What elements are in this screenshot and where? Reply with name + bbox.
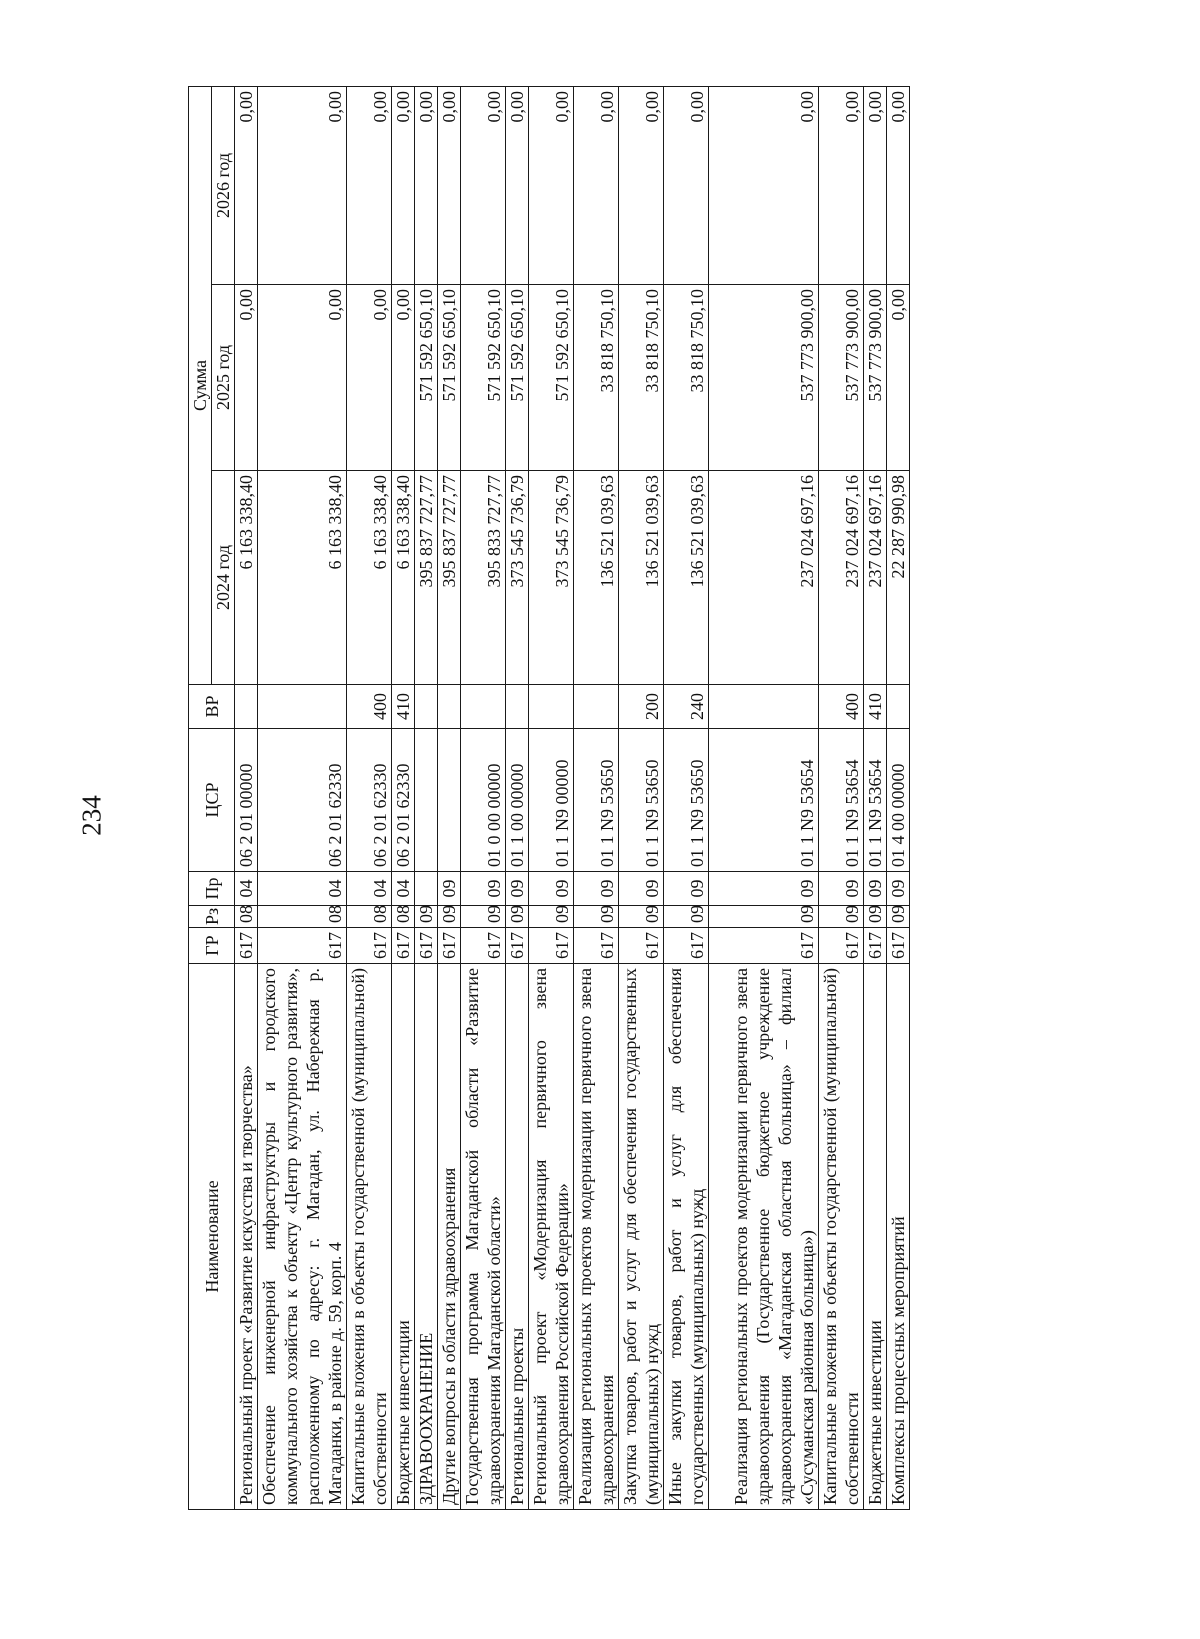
cell-vr — [506, 685, 529, 729]
cell-csr: 06 2 01 62330 — [392, 729, 415, 872]
cell-vr — [887, 685, 910, 729]
cell-name: Другие вопросы в области здравоохранения — [438, 964, 461, 1510]
table-row — [529, 87, 574, 1510]
cell-csr: 01 1 N9 53650 — [664, 729, 709, 872]
table-row — [574, 87, 619, 1510]
cell-rz: 09 — [461, 906, 506, 928]
header-name: Наименование — [189, 964, 235, 1510]
table-row — [819, 87, 864, 1510]
cell-name: Обеспечение инженерной инфраструктуры и городского коммунального хозяйства к объекту «Центр культурного развития», расположенному по адресу: г. Магадан, ул. Набережная р. Магаданки, в районе д. 59, корп. 4 — [258, 964, 347, 1510]
cell-name: Комплексы процессных мероприятий — [887, 964, 910, 1510]
cell-2026: 0,00 — [438, 87, 461, 285]
cell-2025: 537 773 900,00 — [864, 285, 887, 471]
cell-rz: 08 — [347, 906, 392, 928]
cell-name: Иные закупки товаров, работ и услуг для обеспечения государственных (муниципальных) нужд — [664, 964, 709, 1510]
cell-rz: 09 — [887, 906, 910, 928]
cell-name: Государственная программа Магаданской области «Развитие здравоохранения Магаданской области» — [461, 964, 506, 1510]
cell-2024: 373 545 736,79 — [506, 471, 529, 685]
cell-name: Закупка товаров, работ и услуг для обеспечения государственных (муниципальных) нужд — [619, 964, 664, 1510]
cell-2026: 0,00 — [529, 87, 574, 285]
cell-gr: 617 — [415, 928, 438, 964]
cell-2026: 0,00 — [664, 87, 709, 285]
header-2026: 2026 год — [212, 87, 235, 285]
table-row — [664, 87, 709, 1510]
page-number: 234 — [76, 795, 107, 836]
cell-name: Капитальные вложения в объекты государственной (муниципальной) собственности — [347, 964, 392, 1510]
cell-vr: 240 — [664, 685, 709, 729]
cell-name: ЗДРАВООХРАНЕНИЕ — [415, 964, 438, 1510]
cell-2024: 6 163 338,40 — [392, 471, 415, 685]
cell-vr: 400 — [347, 685, 392, 729]
cell-2024: 395 837 727,77 — [438, 471, 461, 685]
table-row — [415, 87, 438, 1510]
cell-2026: 0,00 — [864, 87, 887, 285]
cell-pr: 09 — [529, 872, 574, 906]
cell-csr: 06 2 01 62330 — [258, 729, 347, 872]
table-row — [619, 87, 664, 1510]
table-row — [392, 87, 415, 1510]
header-pr: Пр — [189, 872, 235, 906]
cell-2025: 0,00 — [347, 285, 392, 471]
cell-2024: 395 833 727,77 — [461, 471, 506, 685]
cell-pr: 09 — [819, 872, 864, 906]
cell-2024: 6 163 338,40 — [258, 471, 347, 685]
cell-2024: 6 163 338,40 — [235, 471, 258, 685]
cell-rz: 08 — [392, 906, 415, 928]
cell-vr — [235, 685, 258, 729]
cell-csr: 01 1 N9 53654 — [709, 729, 819, 872]
cell-2026: 0,00 — [415, 87, 438, 285]
cell-2024: 237 024 697,16 — [709, 471, 819, 685]
cell-2026: 0,00 — [574, 87, 619, 285]
cell-2026: 0,00 — [392, 87, 415, 285]
table-row — [864, 87, 887, 1510]
cell-vr: 200 — [619, 685, 664, 729]
cell-rz: 09 — [709, 906, 819, 928]
cell-gr: 617 — [574, 928, 619, 964]
cell-gr: 617 — [819, 928, 864, 964]
table-row — [461, 87, 506, 1510]
cell-name: Бюджетные инвестиции — [392, 964, 415, 1510]
cell-2025: 571 592 650,10 — [415, 285, 438, 471]
cell-gr: 617 — [461, 928, 506, 964]
cell-2025: 0,00 — [235, 285, 258, 471]
cell-gr: 617 — [235, 928, 258, 964]
cell-csr: 06 2 01 00000 — [235, 729, 258, 872]
cell-2026: 0,00 — [887, 87, 910, 285]
cell-rz: 08 — [258, 906, 347, 928]
cell-2026: 0,00 — [506, 87, 529, 285]
cell-2025: 571 592 650,10 — [461, 285, 506, 471]
table-row — [235, 87, 258, 1510]
cell-csr: 06 2 01 62330 — [347, 729, 392, 872]
cell-name: Реализация региональных проектов модернизации первичного звена здравоохранения — [574, 964, 619, 1510]
cell-2024: 395 837 727,77 — [415, 471, 438, 685]
cell-gr: 617 — [864, 928, 887, 964]
cell-rz: 09 — [415, 906, 438, 928]
cell-rz: 09 — [619, 906, 664, 928]
cell-2026: 0,00 — [619, 87, 664, 285]
cell-gr: 617 — [258, 928, 347, 964]
cell-rz: 09 — [664, 906, 709, 928]
cell-vr — [258, 685, 347, 729]
table-row — [506, 87, 529, 1510]
cell-2025: 537 773 900,00 — [709, 285, 819, 471]
cell-pr: 04 — [235, 872, 258, 906]
cell-pr: 04 — [347, 872, 392, 906]
cell-2025: 0,00 — [258, 285, 347, 471]
header-csr: ЦСР — [189, 729, 235, 872]
cell-name: Реализация региональных проектов модернизации первичного звена здравоохранения (Государственное бюджетное учреждение здравоохранения «Магаданская областная больница» – филиал «Сусуманская районная больница») — [709, 964, 819, 1510]
cell-2024: 373 545 736,79 — [529, 471, 574, 685]
cell-name: Капитальные вложения в объекты государственной (муниципальной) собственности — [819, 964, 864, 1510]
cell-csr: 01 1 N9 53650 — [619, 729, 664, 872]
cell-pr: 09 — [461, 872, 506, 906]
rotated-table-container — [188, 87, 1058, 1510]
cell-csr — [438, 729, 461, 872]
cell-pr: 04 — [392, 872, 415, 906]
header-vr: ВР — [189, 685, 235, 729]
cell-2025: 33 818 750,10 — [619, 285, 664, 471]
cell-csr: 01 1 N9 53654 — [864, 729, 887, 872]
cell-name: Региональный проект «Модернизация первичного звена здравоохранения Российской Федерации» — [529, 964, 574, 1510]
cell-2024: 136 521 039,63 — [664, 471, 709, 685]
cell-rz: 08 — [235, 906, 258, 928]
cell-2026: 0,00 — [819, 87, 864, 285]
table-row — [709, 87, 819, 1510]
cell-2026: 0,00 — [461, 87, 506, 285]
cell-vr — [461, 685, 506, 729]
cell-2025: 0,00 — [392, 285, 415, 471]
cell-rz: 09 — [574, 906, 619, 928]
cell-rz: 09 — [529, 906, 574, 928]
cell-gr: 617 — [529, 928, 574, 964]
cell-vr: 410 — [864, 685, 887, 729]
cell-vr: 410 — [392, 685, 415, 729]
cell-2024: 22 287 990,98 — [887, 471, 910, 685]
cell-vr — [438, 685, 461, 729]
cell-2024: 136 521 039,63 — [574, 471, 619, 685]
cell-name: Региональные проекты — [506, 964, 529, 1510]
cell-gr: 617 — [664, 928, 709, 964]
cell-gr: 617 — [347, 928, 392, 964]
cell-gr: 617 — [506, 928, 529, 964]
cell-csr: 01 1 00 00000 — [506, 729, 529, 872]
cell-csr: 01 1 N9 00000 — [529, 729, 574, 872]
budget-table — [188, 86, 910, 1510]
cell-2025: 571 592 650,10 — [529, 285, 574, 471]
header-sum: Сумма — [189, 87, 212, 685]
cell-pr: 04 — [258, 872, 347, 906]
cell-2025: 571 592 650,10 — [438, 285, 461, 471]
cell-2026: 0,00 — [235, 87, 258, 285]
cell-gr: 617 — [619, 928, 664, 964]
cell-vr — [529, 685, 574, 729]
cell-rz: 09 — [438, 906, 461, 928]
cell-vr: 400 — [819, 685, 864, 729]
header-rz: Рз — [189, 906, 235, 928]
cell-pr: 09 — [709, 872, 819, 906]
table-row — [438, 87, 461, 1510]
cell-pr: 09 — [864, 872, 887, 906]
cell-pr: 09 — [887, 872, 910, 906]
cell-pr: 09 — [438, 872, 461, 906]
cell-2024: 237 024 697,16 — [864, 471, 887, 685]
cell-name: Региональный проект «Развитие искусства и творчества» — [235, 964, 258, 1510]
header-2024: 2024 год — [212, 471, 235, 685]
header-gr: ГР — [189, 928, 235, 964]
cell-csr — [415, 729, 438, 872]
cell-rz: 09 — [506, 906, 529, 928]
cell-csr: 01 1 N9 53654 — [819, 729, 864, 872]
cell-vr — [709, 685, 819, 729]
cell-gr: 617 — [392, 928, 415, 964]
cell-pr: 09 — [574, 872, 619, 906]
cell-2024: 237 024 697,16 — [819, 471, 864, 685]
table-row — [347, 87, 392, 1510]
cell-2025: 33 818 750,10 — [664, 285, 709, 471]
cell-name: Бюджетные инвестиции — [864, 964, 887, 1510]
cell-vr — [415, 685, 438, 729]
cell-rz: 09 — [819, 906, 864, 928]
cell-pr: 09 — [664, 872, 709, 906]
cell-2024: 136 521 039,63 — [619, 471, 664, 685]
cell-csr: 01 1 N9 53650 — [574, 729, 619, 872]
cell-gr: 617 — [438, 928, 461, 964]
cell-2025: 537 773 900,00 — [819, 285, 864, 471]
cell-2026: 0,00 — [347, 87, 392, 285]
cell-vr — [574, 685, 619, 729]
cell-gr: 617 — [887, 928, 910, 964]
cell-csr: 01 4 00 00000 — [887, 729, 910, 872]
cell-rz: 09 — [864, 906, 887, 928]
cell-pr: 09 — [619, 872, 664, 906]
table-row — [258, 87, 347, 1510]
table-row — [887, 87, 910, 1510]
cell-2024: 6 163 338,40 — [347, 471, 392, 685]
cell-2025: 33 818 750,10 — [574, 285, 619, 471]
cell-csr: 01 0 00 00000 — [461, 729, 506, 872]
cell-pr: 09 — [506, 872, 529, 906]
header-2025: 2025 год — [212, 285, 235, 471]
cell-gr: 617 — [709, 928, 819, 964]
cell-2025: 571 592 650,10 — [506, 285, 529, 471]
cell-pr — [415, 872, 438, 906]
cell-2026: 0,00 — [709, 87, 819, 285]
cell-2025: 0,00 — [887, 285, 910, 471]
cell-2026: 0,00 — [258, 87, 347, 285]
